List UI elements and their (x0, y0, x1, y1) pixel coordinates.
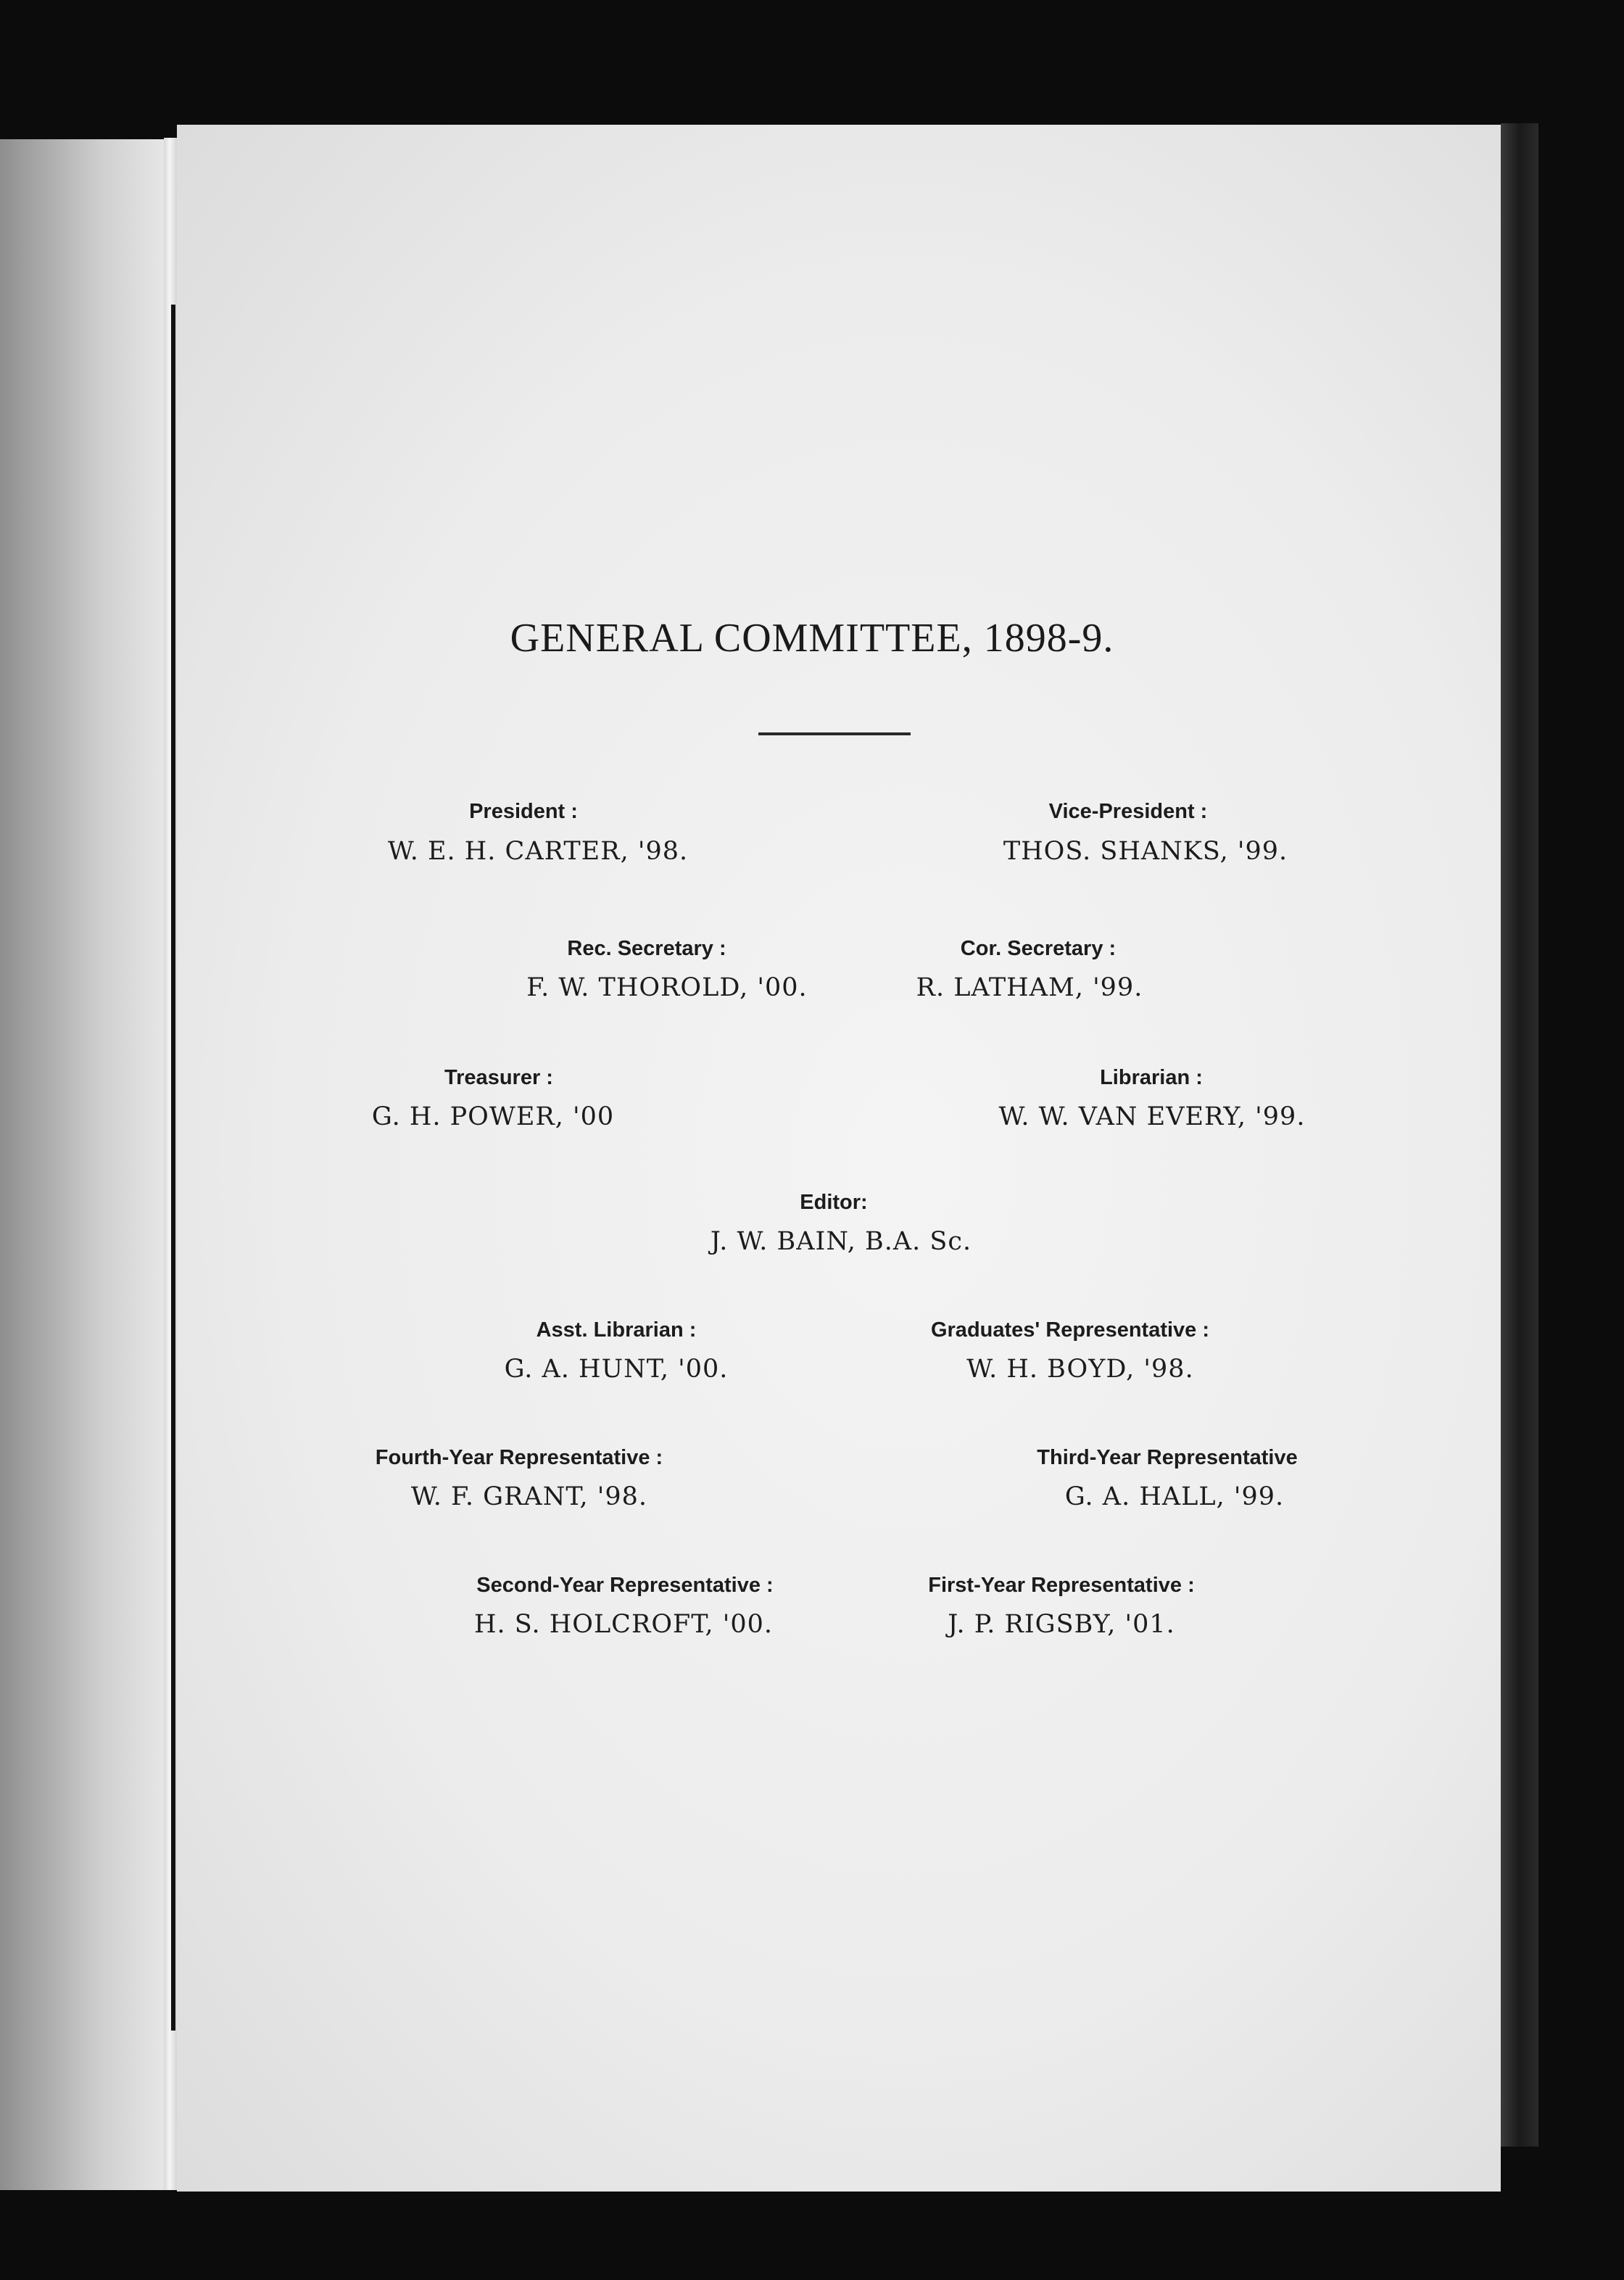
name-librarian: W. W. VAN EVERY, '99. (998, 1102, 1306, 1131)
title-rule (758, 732, 911, 735)
name-president: W. E. H. CARTER, '98. (387, 837, 689, 866)
name-vice-president: THOS. SHANKS, '99. (1003, 837, 1288, 866)
role-vice-president: Vice-President : (1048, 800, 1208, 823)
role-first-year-representative: First-Year Representative : (928, 1574, 1195, 1597)
binding-thread (171, 305, 175, 2031)
name-graduates-representative: W. H. BOYD, '98. (966, 1355, 1194, 1384)
name-cor-secretary: R. LATHAM, '99. (916, 973, 1143, 1002)
role-asst-librarian: Asst. Librarian : (536, 1318, 697, 1342)
role-fourth-year-representative: Fourth-Year Representative : (375, 1446, 663, 1469)
page (177, 125, 1501, 2192)
role-treasurer: Treasurer : (444, 1066, 553, 1089)
page-edge (1501, 123, 1538, 2147)
role-cor-secretary: Cor. Secretary : (960, 937, 1116, 960)
page-title: GENERAL COMMITTEE, 1898-9. (510, 616, 1114, 661)
name-first-year-representative: J. P. RIGSBY, '01. (948, 1610, 1175, 1639)
name-asst-librarian: G. A. HUNT, '00. (504, 1355, 729, 1384)
name-editor: J. W. BAIN, B.A. Sc. (710, 1227, 972, 1256)
role-librarian: Librarian : (1100, 1066, 1203, 1089)
role-editor: Editor: (800, 1191, 868, 1214)
role-president: President : (469, 800, 578, 823)
name-treasurer: G. H. POWER, '00 (371, 1102, 615, 1131)
name-third-year-representative: G. A. HALL, '99. (1064, 1482, 1285, 1511)
name-second-year-representative: H. S. HOLCROFT, '00. (473, 1610, 774, 1639)
name-rec-secretary: F. W. THOROLD, '00. (526, 973, 808, 1002)
name-fourth-year-representative: W. F. GRANT, '98. (410, 1482, 648, 1511)
left-page (0, 139, 168, 2190)
role-graduates-representative: Graduates' Representative : (930, 1318, 1210, 1342)
role-second-year-representative: Second-Year Representative : (476, 1574, 774, 1597)
role-rec-secretary: Rec. Secretary : (567, 937, 726, 960)
role-third-year-representative: Third-Year Representative (1037, 1446, 1298, 1469)
